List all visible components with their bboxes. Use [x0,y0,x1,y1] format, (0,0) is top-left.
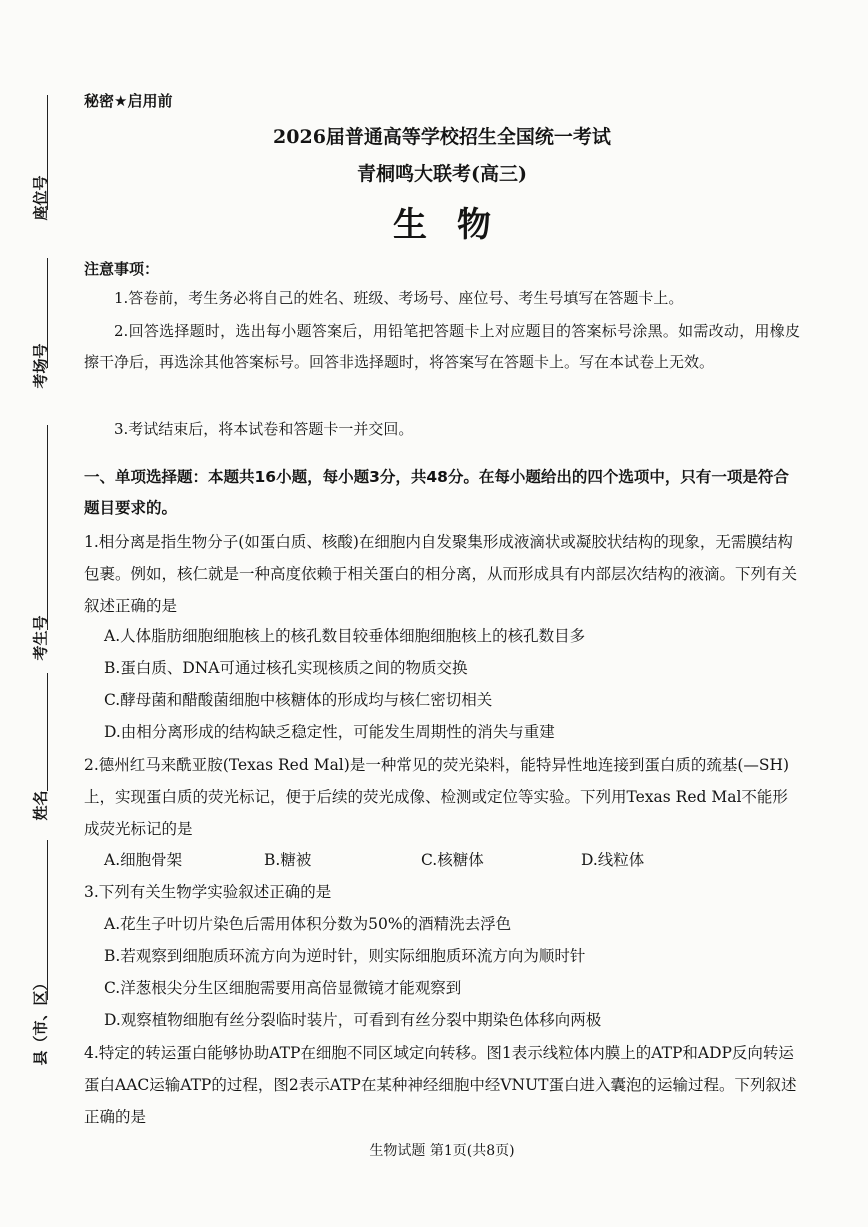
note-item-2: 2.回答选择题时，选出每小题答案后，用铅笔把答题卡上对应题目的答案标号涂黑。如需改动，用橡皮擦干净后，再选涂其他答案标号。回答非选择题时，将答案写在答题卡上。写在本试卷上无效。 [84,322,800,371]
county-label: 县（市、区） [31,975,50,1066]
candidate-number-line [47,425,48,630]
question-3-option-b: B.若观察到细胞质环流方向为逆时针，则实际细胞质环流方向为顺时针 [104,947,586,965]
page-footer: 生物试题 第1页(共8页) [369,1143,515,1159]
subject-title: 生物 [393,205,521,245]
name-label: 姓名 [31,790,50,821]
question-1-stem: 1.相分离是指生物分子(如蛋白质、核酸)在细胞内自发聚集形成液滴状或凝胶状结构的现象，无需膜结构包裹。例如，核仁就是一种高度依赖于相关蛋白的相分离，从而形成具有内部层次结构的液滴。下列有关叙述正确的是 [84,533,798,615]
question-1-option-a: A.人体脂肪细胞细胞核上的核孔数目较垂体细胞细胞核上的核孔数目多 [104,627,586,645]
binding-strip [0,0,70,1227]
question-4-stem: 4.特定的转运蛋白能够协助ATP在细胞不同区域定向转移。图1表示线粒体内膜上的ATP和ADP反向转运蛋白AAC运输ATP的过程，图2表示ATP在某种神经细胞中经VNUT蛋白进入囊泡的运输过程。下列叙述正确的是 [84,1044,797,1126]
question-3-option-c: C.洋葱根尖分生区细胞需要用高倍显微镜才能观察到 [104,979,462,997]
confidential-mark: 秘密★启用前 [84,92,173,110]
room-number-label: 考场号 [31,343,50,389]
seat-number-label: 座位号 [31,175,50,221]
question-1-option-b: B.蛋白质、DNA可通过核孔实现核质之间的物质交换 [104,659,468,677]
exam-title: 2026届普通高等学校招生全国统一考试 [273,126,611,148]
exam-subtitle: 青桐鸣大联考(高三) [357,163,527,185]
question-2-option-a: A.细胞骨架 [104,851,183,869]
name-line [47,673,48,791]
question-3-option-a: A.花生子叶切片染色后需用体积分数为50%的酒精洗去浮色 [104,915,512,933]
question-3-option-d: D.观察植物细胞有丝分裂临时装片，可看到有丝分裂中期染色体移向两极 [104,1011,602,1029]
question-2-stem: 2.德州红马来酰亚胺(Texas Red Mal)是一种常见的荧光染料，能特异性地连接到蛋白质的巯基(—SH)上，实现蛋白质的荧光标记，便于后续的荧光成像、检测或定位等实验。下列用Texas Red Mal不能形成荧光标记的是 [84,756,790,838]
question-2-option-d: D.线粒体 [581,851,645,869]
question-2-option-c: C.核糖体 [421,851,484,869]
section-heading: 一、单项选择题：本题共16小题，每小题3分，共48分。在每小题给出的四个选项中，只有一项是符合题目要求的。 [84,468,789,517]
note-item-3: 3.考试结束后，将本试卷和答题卡一并交回。 [114,420,414,438]
question-1-option-c: C.酵母菌和醋酸菌细胞中核糖体的形成均与核仁密切相关 [104,691,493,709]
question-1-option-d: D.由相分离形成的结构缺乏稳定性，可能发生周期性的消失与重建 [104,723,555,741]
candidate-number-label: 考生号 [31,615,50,661]
question-3-stem: 3.下列有关生物学实验叙述正确的是 [84,883,332,901]
question-2-option-b: B.糖被 [264,851,312,869]
notes-heading: 注意事项： [84,260,160,278]
note-item-1: 1.答卷前，考生务必将自己的姓名、班级、考场号、座位号、考生号填写在答题卡上。 [114,289,684,307]
